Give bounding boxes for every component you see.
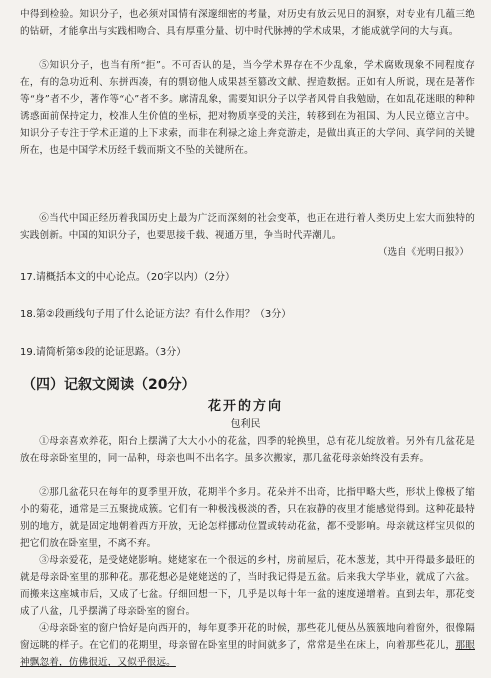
story-paragraph-2: ②那几盆花只在每年的夏季里开放，花期半个多月。花朵并不出奇，比指甲略大些，形状上像极了缩小的菊花，通常是三五聚拢成簇。它们有一种极浅极淡的香，只在寂静的夜里才能感觉得到。这种花最特别的地方，就是固定地朝着西方开放，无论怎样挪动位置或转动花盆，都不受影响。母亲就这样宝贝似的把它们放在卧室里，不离不弃。 (20, 487, 475, 549)
story-paragraph-3: ③母亲爱花，是受姥姥影响。姥姥家在一个很远的乡村，房前屋后，花木葱茏，其中开得最多最旺的就是母亲卧室里的那种花。那花想必是姥姥送的了，当时我记得是五盆。后来我大学毕业，就成了六盆。而搬来这座城市后，又成了七盆。仔细回想一下，几乎是以每十年一盆的速度递增着。直到去年，那花变成了八盆，几乎摆满了母亲卧室的窗台。 (20, 555, 475, 617)
story-paragraph-4 (20, 620, 475, 671)
story-author: 包利民 (230, 419, 261, 430)
story-paragraph-4-text: ④母亲卧室的窗户恰好是向西开的，每年夏季开花的时候，那些花儿便丛丛簇簇地向着窗外，很像隔窗远眺的样子。在它们的花期里，母亲留在卧室里的时间就多了，常常是坐在床上，向着那些花儿， (20, 623, 475, 651)
passage-source: （选自《光明日报》） (377, 247, 469, 258)
question-17: 17.请概括本文的中心论点。（20字以内）（2分） (20, 272, 235, 283)
section-heading: （四）记叙文阅读（20分） (22, 377, 196, 393)
story-title: 花开的方向 (207, 399, 283, 414)
passage-paragraph-6: ⑥当代中国正经历着我国历史上最为广泛而深刻的社会变革，也正在进行着人类历史上宏大而独特的实践创新。中国的知识分子，也要思接千载、视通万里，争当时代弄潮儿。 (20, 213, 475, 241)
passage-paragraph-5: ⑤知识分子，也当有所“拒”。不可否认的是，当今学术界存在不少乱象，学术腐败现象不同程度存在，有的急功近利、东拼西凑，有的剽窃他人成果甚至篡改文献、捏造数据。正如有人所说，现在是著作等“身”者不少，著作等“心”者不多。廓清乱象，需要知识分子以学者风骨自我勉励，在如乱花迷眼的种种诱惑面前保持定力，校准人生价值的坐标，把对物质享受的关注，转移到在为祖国、为人民立德立言中。知识分子专注于学术正道的上下求索，而非在利禄之途上奔竞游走，是做出真正的大学问、真学问的关键所在，也是中国学术历经千载而斯文不坠的关键所在。 (20, 60, 475, 156)
question-18: 18.第②段画线句子用了什么论证方法？有什么作用？（3分） (20, 309, 292, 320)
underlined-sentence: 那眼神飘忽着，仿佛很近，又似乎很远。 (20, 640, 475, 668)
question-19: 19.请简析第⑤段的论证思路。（3分） (20, 347, 187, 358)
passage-paragraph-cont: 中得到检验。知识分子，也必须对国情有深邃细密的考量，对历史有放云见日的洞察，对专业有几蕴三绝的钻研，才能拿出与实践相吻合、具有厚重分量、切中时代脉搏的学术成果，才能成就学问的大与真。 (20, 9, 475, 37)
story-paragraph-1: ①母亲喜欢养花，阳台上摆满了大大小小的花盆，四季的轮换里，总有花儿绽放着。另外有几盆花是放在母亲卧室里的，同一品种，母亲也叫不出名字。虽多次搬家，那几盆花母亲始终没有丢弃。 (20, 436, 475, 464)
